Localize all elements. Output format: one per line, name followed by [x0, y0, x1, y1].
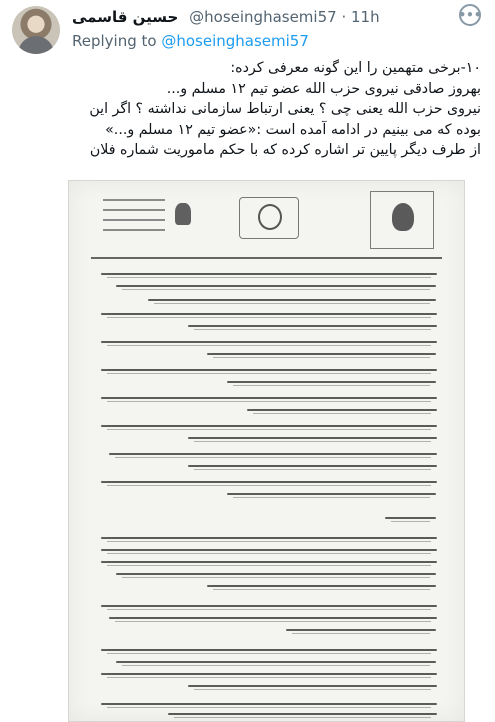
tweet-text-line: ۱۰-برخی متهمین را این گونه معرفی کرده:: [230, 60, 481, 76]
scanned-text-line: [101, 341, 437, 343]
scanned-text-line: [101, 313, 437, 315]
scanned-text-line: [101, 561, 437, 563]
more-options-icon[interactable]: •••: [459, 4, 481, 26]
scanned-text-line: [148, 299, 436, 301]
scanned-text-line-shadow: [213, 357, 430, 358]
scanned-text-body: [69, 181, 464, 721]
scanned-text-line: [385, 517, 436, 519]
avatar[interactable]: [12, 6, 60, 54]
author-line: [72, 8, 380, 26]
scanned-text-line: [109, 453, 437, 455]
scanned-text-line: [101, 673, 437, 675]
replying-prefix: Replying to: [72, 32, 157, 50]
scanned-text-line: [168, 713, 437, 715]
scanned-text-line-shadow: [115, 457, 431, 458]
scanned-text-line-shadow: [194, 469, 431, 470]
scanned-text-line: [286, 629, 436, 631]
scanned-text-line: [101, 425, 437, 427]
scanned-text-line: [101, 649, 437, 651]
scanned-text-line-shadow: [107, 485, 431, 486]
scanned-text-line: [116, 285, 436, 287]
scanned-text-line-shadow: [122, 665, 430, 666]
scanned-text-line-shadow: [107, 707, 431, 708]
scanned-text-line-shadow: [107, 345, 431, 346]
scanned-text-line: [188, 437, 437, 439]
scanned-text-line: [188, 325, 437, 327]
scanned-text-line: [101, 549, 437, 551]
scanned-text-line: [101, 605, 437, 607]
scanned-text-line: [101, 481, 437, 483]
scanned-text-line-shadow: [233, 385, 430, 386]
scanned-text-line-shadow: [107, 565, 431, 566]
display-name[interactable]: حسین قاسمی: [72, 8, 179, 26]
tweet-text-line: نیروی حزب الله یعنی چی ؟ یعنی ارتباط سازمانی نداشته ؟ اگر این: [89, 101, 481, 117]
timestamp[interactable]: · 11h: [341, 8, 380, 26]
tweet-text-line: بوده که می بینیم در ادامه آمده است :«عضو تیم ۱۲ مسلم و...»: [105, 121, 481, 138]
attached-document-image[interactable]: [68, 180, 465, 722]
tweet-text-line: از طرف دیگر پایین تر اشاره کرده که با حکم ماموریت شماره فلان: [89, 142, 481, 158]
scanned-text-line: [227, 381, 436, 383]
scanned-text-line-shadow: [115, 621, 431, 622]
scanned-text-line-shadow: [107, 317, 431, 318]
scanned-text-line-shadow: [107, 541, 431, 542]
scanned-text-line: [101, 537, 437, 539]
scanned-text-line-shadow: [122, 289, 430, 290]
scanned-text-line-shadow: [122, 577, 430, 578]
tweet-text-line: بهروز صادقی نیروی حزب الله عضو تیم ۱۲ مسلم و...: [166, 80, 481, 97]
scanned-text-line-shadow: [174, 717, 431, 718]
scanned-text-line: [188, 685, 437, 687]
tweet-text: [14, 58, 481, 161]
replying-to: [72, 32, 309, 50]
scanned-text-line: [207, 353, 436, 355]
scanned-text-line-shadow: [107, 677, 431, 678]
scanned-text-line-shadow: [233, 497, 430, 498]
scanned-text-line-shadow: [154, 303, 430, 304]
scanned-text-line-shadow: [194, 441, 431, 442]
scanned-text-line-shadow: [107, 553, 431, 554]
scanned-text-line-shadow: [292, 633, 430, 634]
scanned-text-line: [188, 465, 437, 467]
tweet-header: [0, 0, 495, 58]
author-handle[interactable]: @hoseinghasemi57: [189, 8, 337, 26]
replying-mention-link[interactable]: @hoseinghasemi57: [161, 32, 309, 50]
scanned-text-line-shadow: [107, 609, 431, 610]
scanned-text-line-shadow: [107, 429, 431, 430]
scanned-text-line: [109, 617, 437, 619]
scanned-text-line-shadow: [107, 653, 431, 654]
scanned-text-line: [207, 585, 436, 587]
scanned-text-line-shadow: [253, 413, 431, 414]
scanned-text-line-shadow: [194, 689, 431, 690]
scanned-text-line: [116, 661, 436, 663]
scanned-text-line: [101, 397, 437, 399]
scanned-text-line: [101, 369, 437, 371]
scanned-text-line: [101, 703, 437, 705]
scanned-text-line: [116, 573, 436, 575]
scanned-text-line: [101, 273, 437, 275]
scanned-text-line-shadow: [194, 329, 431, 330]
scanned-text-line: [227, 493, 436, 495]
scanned-text-line-shadow: [107, 401, 431, 402]
scanned-text-line: [247, 409, 437, 411]
scanned-text-line-shadow: [213, 589, 430, 590]
scanned-text-line-shadow: [107, 373, 431, 374]
scanned-text-line-shadow: [391, 521, 430, 522]
scanned-text-line-shadow: [107, 277, 431, 278]
